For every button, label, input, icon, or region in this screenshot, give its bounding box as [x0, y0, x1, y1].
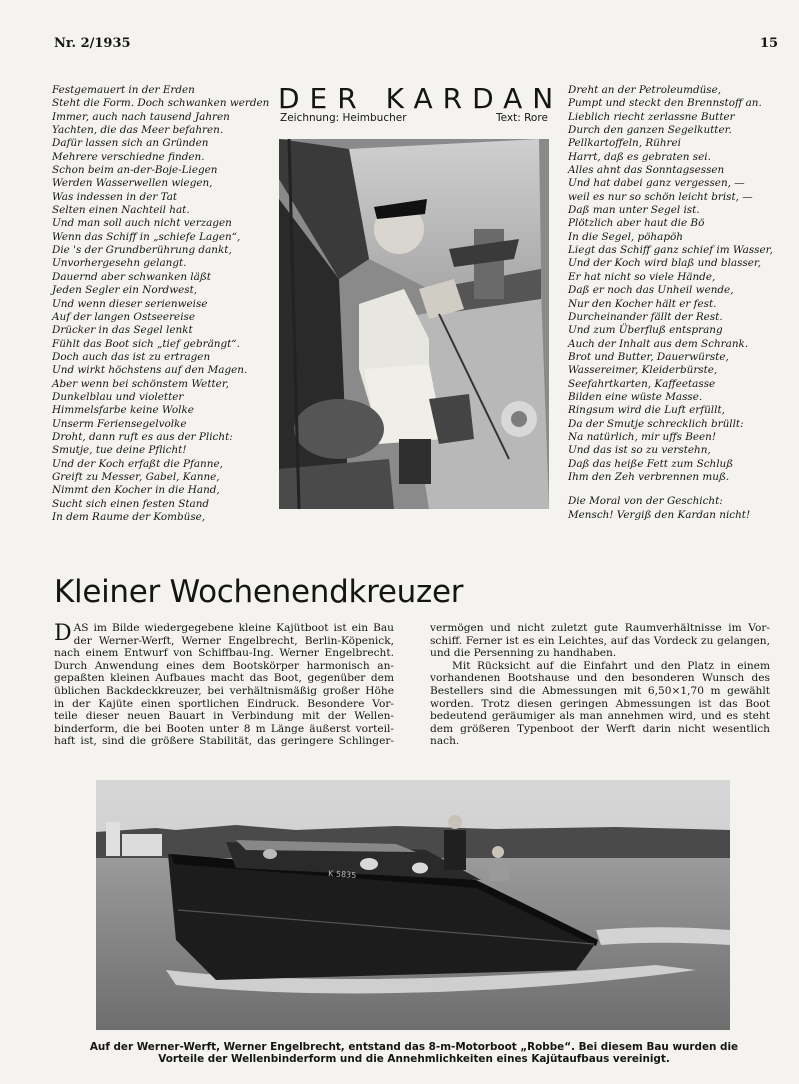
poem-line: Himmelsfarbe keine Wolke [52, 404, 194, 417]
drop-cap: D [54, 621, 72, 646]
page-number: 15 [760, 36, 779, 51]
poem-line: Er hat nicht so viele Hände, [568, 270, 716, 283]
poem-line: Festgemauert in der Erden [52, 84, 195, 96]
poem-line: Pumpt und steckt den Brennstoff an. [568, 97, 762, 110]
poem-line: Greift zu Messer, Gabel, Kanne, [52, 470, 220, 483]
poem-line: Durcheinander fällt der Rest. [568, 310, 723, 323]
poem-line: Daß er noch das Unheil wende, [568, 284, 734, 297]
poem-line: Schon beim an-der-Boje-Liegen [52, 164, 218, 177]
article-line: nach. [430, 735, 460, 748]
poem-line: Ringsum wird die Luft erfüllt, [568, 404, 725, 417]
article-line: Durch Anwendung eines dem Bootskörper harmonisch an- [54, 659, 394, 672]
poem-moral-line: Die Moral von der Geschicht: [568, 495, 723, 508]
photo-caption: Auf der Werner-Werft, Werner Engelbrecht, entstand das 8-m-Motorboot „Robbe“. Bei diesem Bau wurden die Vorteile der Wellenbinderform und die Annehmlichkeiten eines Kajütaufbaus vereinigt. [89, 1041, 739, 1066]
poem-line: Und zum Überfluß entsprang [568, 324, 723, 337]
poem-line: Yachten, die das Meer befahren. [52, 124, 224, 137]
article-line: der Werner-Werft, Werner Engelbrecht, Berlin-Köpenick, [73, 634, 394, 647]
poem-line: Drücker in das Segel lenkt [52, 324, 193, 337]
poem-line: Plötzlich aber haut die Bö [568, 217, 705, 230]
article-line: bedeutend geräumiger als man annehmen wird, und es steht [430, 710, 770, 723]
poem-line: Seefahrtkarten, Kaffeetasse [568, 377, 716, 390]
article-line: Mit Rücksicht auf die Einfahrt und den Platz in einem [452, 659, 770, 672]
poem-line: Sucht sich einen festen Stand [52, 497, 210, 510]
article-line: dem größeren Typenboot der Werft darin nicht wesentlich [430, 722, 770, 735]
article-line: schiff. Ferner ist es ein Leichtes, auf das Vordeck zu gelangen, [430, 634, 770, 647]
poem-line: Dreht an der Petroleumdüse, [568, 84, 722, 96]
article-line: haft ist, sind die größere Stabilität, das geringere Schlinger- [54, 735, 394, 748]
poem-line: Was indessen in der Tat [52, 190, 178, 203]
poem-line: Alles ahnt das Sonntagsessen [568, 164, 725, 177]
poem-line: Nur den Kocher hält er fest. [568, 297, 717, 310]
poem-line: Steht die Form. Doch schwanken werden [52, 97, 270, 110]
poem-line: Unvorhergesehn gelangt. [52, 257, 187, 270]
poem-line: Smutje, tue deine Pflicht! [52, 444, 187, 457]
poem-line: Brot und Butter, Dauerwürste, [568, 350, 729, 363]
poem-line: Und wirkt höchstens auf den Magen. [52, 364, 248, 377]
poem-line: Lieblich riecht zerlassne Butter [568, 110, 735, 123]
poem-line: Wassereimer, Kleiderbürste, [568, 364, 718, 377]
poem-line: Pellkartoffeln, Rührei [568, 137, 681, 150]
poem-line: Droht, dann ruft es aus der Plicht: [52, 430, 233, 443]
poem-line: Aber wenn bei schönstem Wetter, [52, 377, 229, 390]
article-column-right [430, 622, 770, 748]
poem-line: Ihm den Zeh verbrennen muß. [568, 470, 730, 483]
poem-line: Daß man unter Segel ist. [568, 204, 700, 217]
poem-line: Dunkelblau und violetter [52, 390, 184, 403]
poem-line: Und der Koch erfaßt die Pfanne, [52, 457, 223, 470]
article-column-left [54, 622, 394, 748]
article-line: worden. Trotz diesen geringen Abmessungen ist das Boot [430, 697, 770, 710]
poem-line: Dafür lassen sich an Gründen [52, 137, 209, 150]
cartoon-illustration [279, 139, 549, 509]
issue-number: Nr. 2/1935 [54, 36, 131, 51]
poem-line: Und das ist so zu verstehn, [568, 444, 711, 457]
poem-line: In dem Raume der Kombüse, [52, 511, 206, 523]
poem-line: Und der Koch wird blaß und blasser, [568, 257, 762, 270]
poem-line: Dauernd aber schwanken läßt [52, 270, 211, 283]
poem-line: Durch den ganzen Segelkutter. [568, 124, 732, 137]
poem-line: Werden Wasserwellen wiegen, [52, 177, 213, 190]
article-line: üblichen Backdeckkreuzer, bei verhältnismäßig großer Höhe [54, 684, 394, 697]
poem-line: weil es nur so schön leicht brist, — [568, 190, 753, 203]
poem-line: Unserm Feriensegelvolke [52, 417, 187, 430]
article-line: gepaßten kleinen Aufbaues macht das Boot, gegenüber dem [54, 672, 394, 685]
poem-line: Harrt, daß es gebraten sei. [568, 150, 711, 163]
article-line: nach einem Entwurf von Schiffbau-Ing. Werner Engelbrecht. [54, 647, 394, 660]
poem-line: Mehrere verschiedne finden. [52, 150, 205, 163]
poem-line: Und man soll auch nicht verzagen [52, 217, 232, 230]
article-line: teile dieser neuen Bauart in Verbindung mit der Wellen- [54, 710, 394, 723]
poem-line: Auch der Inhalt aus dem Schrank. [568, 337, 749, 350]
motorboat-photo [96, 780, 730, 1030]
poem-line: Auf der langen Ostseereise [52, 310, 195, 323]
poem-left-column [52, 84, 274, 524]
credit-drawing: Zeichnung: Heimbucher [280, 112, 407, 124]
poem-line: Na natürlich, mir uffs Been! [568, 430, 717, 443]
poem-line: Da der Smutje schrecklich brüllt: [568, 417, 744, 430]
poem-line: Fühlt das Boot sich „tief gebrängt“. [52, 337, 240, 350]
poem-line: Bilden eine wüste Masse. [568, 390, 703, 403]
article-line: Bestellers sind die Abmessungen mit 6,50×1,70 m gewählt [430, 684, 770, 697]
poem-line: Nimmt den Kocher in die Hand, [52, 484, 220, 497]
poem-line: Immer, auch nach tausend Jahren [52, 110, 230, 123]
poem-line: Doch auch das ist zu ertragen [52, 350, 211, 363]
poem-line: In die Segel, pöhapöh [568, 230, 683, 243]
poem-right-column [568, 84, 790, 522]
article-line: binderform, die bei Booten unter 8 m Länge äußerst vorteil- [54, 722, 394, 735]
poem-spacer [568, 484, 790, 495]
article-line: AS im Bilde wiedergegebene kleine Kajütboot ist ein Bau [73, 622, 394, 634]
article-line: vermögen und nicht zuletzt gute Raumverhältnisse im Vor- [430, 622, 770, 634]
article-line: vorhandenen Bootshause und den besonderen Wunsch des [430, 672, 770, 685]
boat-registration: K 5835 [327, 869, 357, 880]
article-headline: Kleiner Wochenendkreuzer [54, 574, 464, 610]
article-line: in der Kajüte einen sportlichen Eindruck. Besondere Vor- [54, 697, 394, 710]
poem-line: Und hat dabei ganz vergessen, — [568, 177, 745, 190]
poem-line: Die 's der Grundberührung dankt, [52, 244, 232, 257]
poem-line: Daß das heiße Fett zum Schluß [568, 457, 734, 470]
poem-moral-line: Mensch! Vergiß den Kardan nicht! [568, 508, 751, 521]
poem-line: Liegt das Schiff ganz schief im Wasser, [568, 244, 773, 257]
kardan-title: DER KARDAN [278, 82, 564, 115]
article-line: und die Persenning zu handhaben. [430, 647, 617, 660]
credit-text: Text: Rore [496, 112, 548, 124]
poem-line: Und wenn dieser serienweise [52, 297, 208, 310]
poem-line: Wenn das Schiff in „schiefe Lagen“, [52, 230, 241, 243]
poem-line: Selten einen Nachteil hat. [52, 204, 190, 217]
poem-line: Jeden Segler ein Nordwest, [52, 284, 198, 297]
